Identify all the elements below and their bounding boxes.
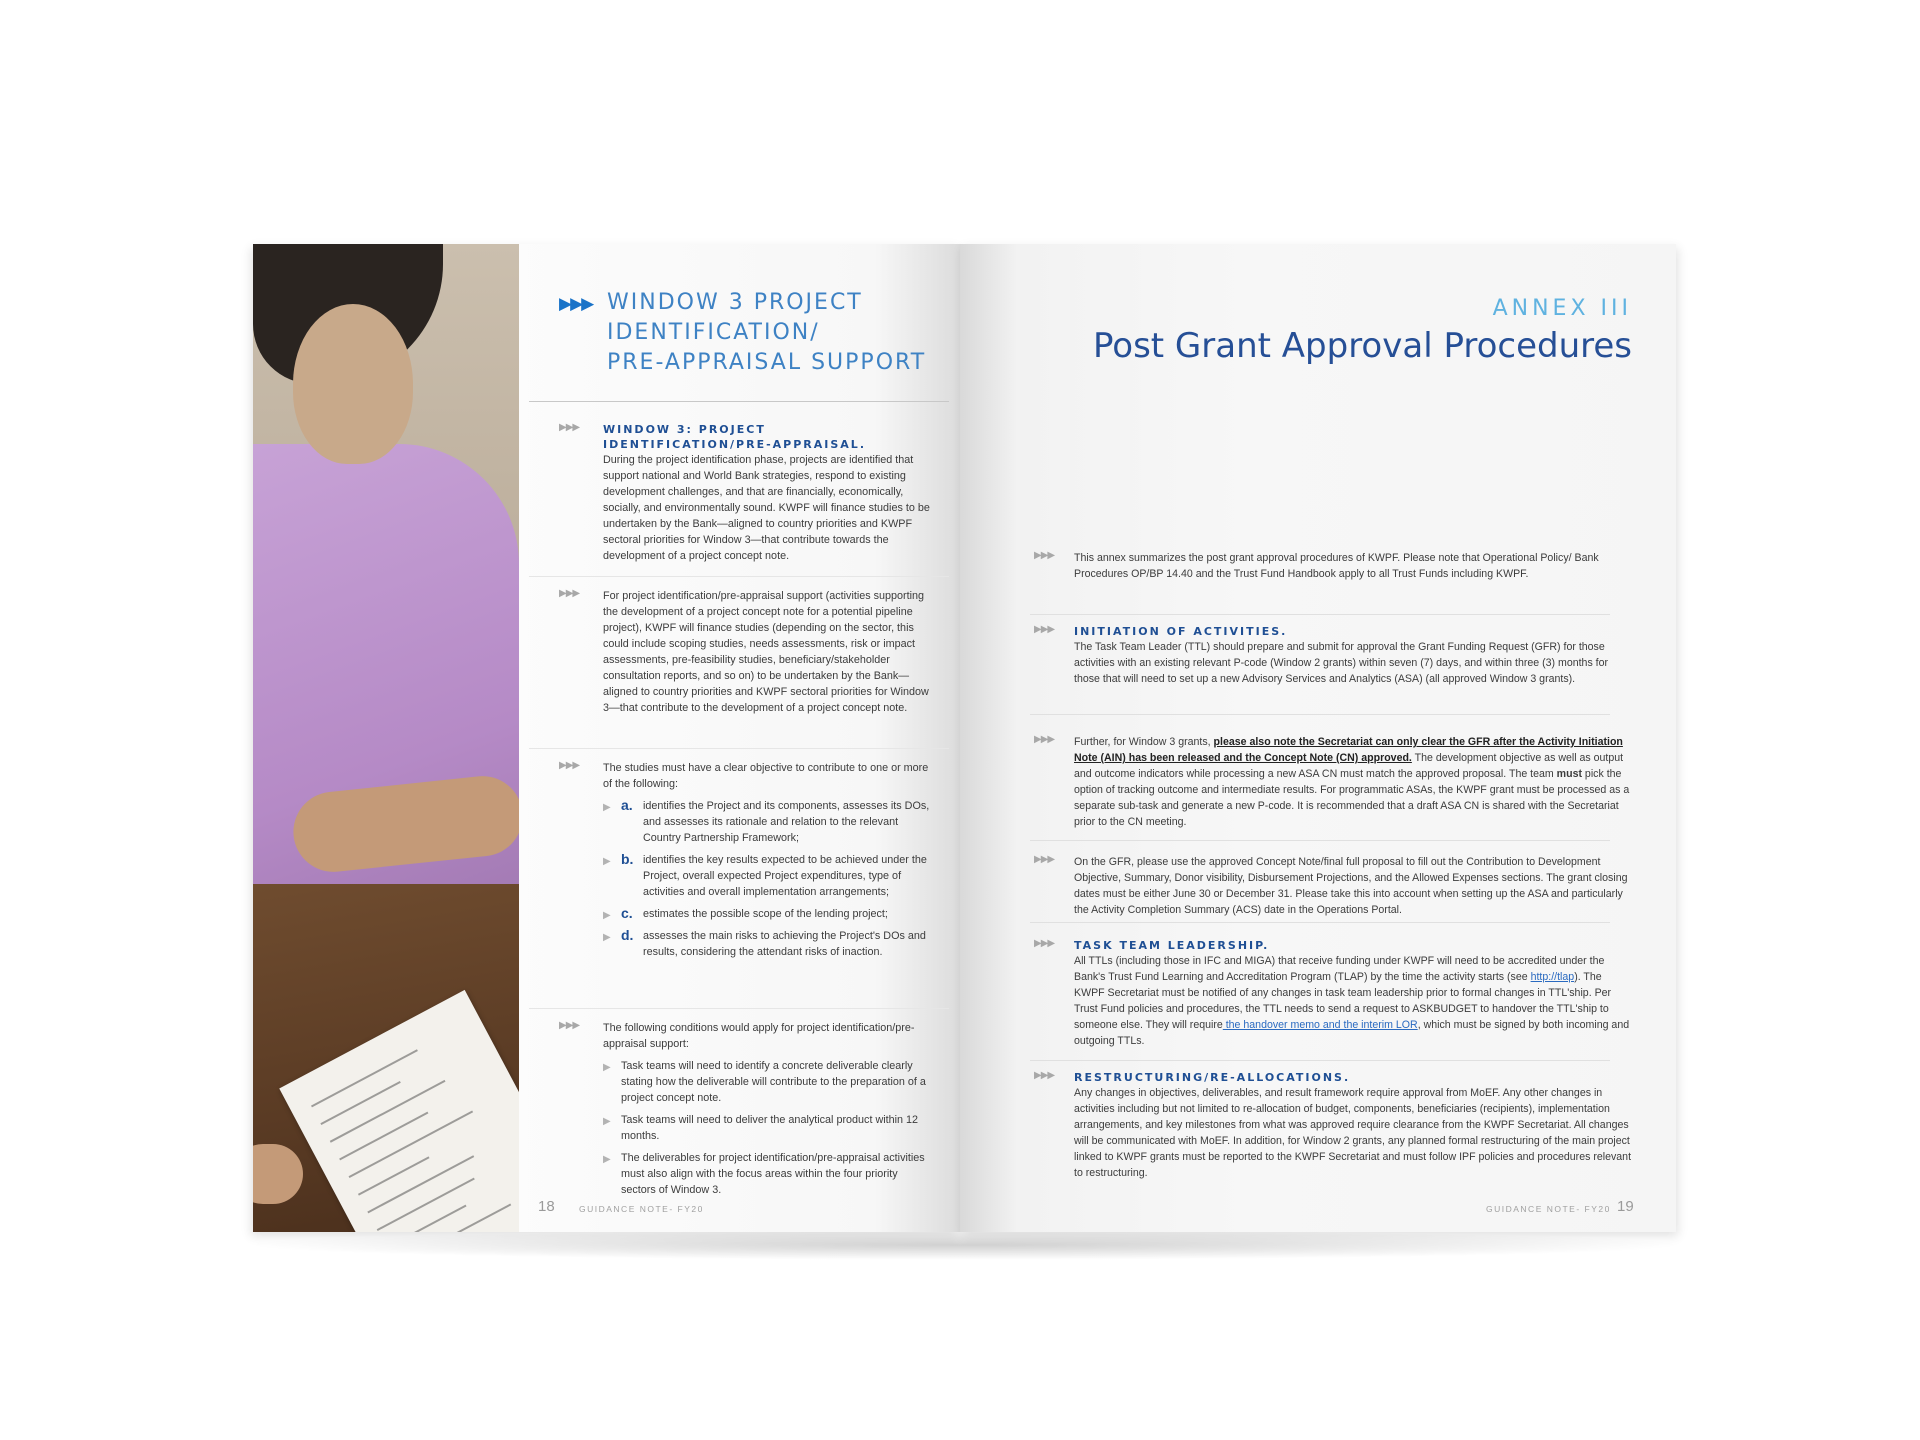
divider [1030, 714, 1610, 715]
section-paragraph: Any changes in objectives, deliverables, and result framework require approval from MoEF. Any other changes in activities including but not limited to re-allocation of budget, components, beneficiaries (recipients), implementation arrangements, and key milestones from what was approved require clearance from the KWPF Secretariat. All changes will be communicated with MoEF. In addition, for Window 2 grants, any planned formal restructuring of the main project linked to KWPF grants must be reported to the KWPF Secretariat and must follow IPF policies and procedures relevant to restructuring. [1074, 1087, 1632, 1179]
divider [1030, 840, 1610, 841]
left-text-column [519, 244, 960, 1232]
list-item: ▶ b. identifies the key results expected to be achieved under the Project, overall expected Project expenditures, type of activities and overall implementation arrangements; [603, 851, 927, 898]
section-heading: TASK TEAM LEADERSHIP. [1074, 939, 1270, 952]
list-item: ▶ The deliverables for project identification/pre-appraisal activities must also align with the focus areas within the four priority sectors of Window 3. [603, 1152, 925, 1196]
section-paragraph: All TTLs (including those in IFC and MIGA) that receive funding under KWPF will need to be accredited under the Bank's Trust Fund Learning and Accreditation Program (TLAP) by the time the activity starts (see http://tlap). The KWPF Secretariat must be notified of any changes in task team leadership prior to formal changes in TTL'ship. Per Trust Fund policies and procedures, the TTL needs to send a request to ASKBUDGET to handover the TTL'ship to someone else. They will require the handover memo and the interim LOR, which must be signed by both incoming and outgoing TTLs. [1074, 955, 1630, 1047]
triple-arrow-icon: ▶▶▶ [559, 294, 593, 313]
triple-arrow-icon: ▶▶▶ [1034, 1070, 1055, 1081]
section-paragraph: On the GFR, please use the approved Concept Note/final full proposal to fill out the Contribution to Development Objective, Summary, Donor visibility, Disbursement Projections, and the Allowed Expenses sections. The grant closing dates must be either June 30 or December 31. Please take this into account when setting up the ASA and particularly the Activity Completion Summary (ACS) date in the Operations Portal. [1074, 856, 1628, 916]
triangle-bullet-icon: ▶ [603, 1062, 611, 1073]
title-line-1: WINDOW 3 PROJECT [607, 290, 863, 315]
page-number: 18 [538, 1198, 555, 1215]
left-page [253, 244, 960, 1232]
section-heading: WINDOW 3: PROJECT IDENTIFICATION/PRE-APPRAISAL. [603, 423, 866, 451]
triangle-bullet-icon: ▶ [603, 1154, 611, 1165]
triple-arrow-icon: ▶▶▶ [1034, 624, 1055, 635]
section-paragraph: The studies must have a clear objective to contribute to one or more of the following: [603, 762, 929, 790]
divider [1030, 614, 1610, 615]
triple-arrow-icon: ▶▶▶ [559, 760, 580, 771]
triple-arrow-icon: ▶▶▶ [559, 588, 580, 599]
tlap-link[interactable]: http://tlap [1530, 971, 1575, 983]
list-item: ▶ a. identifies the Project and its components, assesses its DOs, and assesses its rationale and relation to the relevant Country Partnership Framework; [603, 797, 930, 844]
section-paragraph: During the project identification phase, projects are identified that support national and World Bank strategies, respond to existing development challenges, and that are financially, economically, socially, and environmentally sound. KWPF will finance studies to be undertaken by the Bank—aligned to country priorities and KWPF sectoral priorities for Window 3—that contribute towards the development of a project concept note. [603, 454, 930, 562]
triple-arrow-icon: ▶▶▶ [1034, 734, 1055, 745]
section-heading: RESTRUCTURING/RE-ALLOCATIONS. [1074, 1071, 1351, 1084]
triple-arrow-icon: ▶▶▶ [1034, 938, 1055, 949]
divider [529, 748, 949, 749]
triangle-bullet-icon: ▶ [603, 910, 611, 921]
list-item: ▶ d. assesses the main risks to achieving the Project's DOs and results, considering the attendant risks of inaction. [603, 927, 926, 958]
handover-memo-link[interactable]: the handover memo and the interim LOR [1222, 1019, 1418, 1031]
triangle-bullet-icon: ▶ [603, 932, 611, 943]
divider [1030, 1060, 1610, 1061]
section-paragraph: For project identification/pre-appraisal support (activities supporting the development of a project concept note for a potential pipeline project), KWPF will finance studies (depending on the sector, this could include scoping studies, needs assessments, risk or impact assessments, pre-feasibility studies, beneficiary/stakeholder consultation reports, and so on) to be undertaken by the Bank—aligned to country priorities and KWPF sectoral priorities for Window 3—that contribute to the development of a project concept note. [603, 590, 929, 714]
photo-woman-reading [253, 244, 519, 1232]
triangle-bullet-icon: ▶ [603, 802, 611, 813]
page-footer: GUIDANCE NOTE- FY20 [579, 1204, 704, 1214]
list-item: ▶ Task teams will need to identify a concrete deliverable clearly stating how the deliverable will contribute to the preparation of a project concept note. [603, 1060, 926, 1104]
triple-arrow-icon: ▶▶▶ [1034, 854, 1055, 865]
section-paragraph: Further, for Window 3 grants, please also note the Secretariat can only clear the GFR after the Activity Initiation Note (AIN) has been released and the Concept Note (CN) approved. The development objective as well as output and outcome indicators while processing a new ASA CN must match the approved proposal. The team must pick the option of tracking outcome and intermediate results. For programmatic ASAs, the KWPF grant must be processed as a separate sub-task and generate a new P-code. It is recommended that a draft ASA CN is shared with the Secretariat prior to the CN meeting. [1074, 736, 1630, 828]
triple-arrow-icon: ▶▶▶ [559, 422, 580, 433]
title-line-2: IDENTIFICATION/ [607, 320, 820, 345]
page-title: Post Grant Approval Procedures [1092, 326, 1632, 366]
section-paragraph: The Task Team Leader (TTL) should prepare and submit for approval the Grant Funding Request (GFR) for those activities with an existing relevant P-code (Window 2 grants) within seven (7) days, and within three (3) months for those that will need to set up a new Advisory Services and Analytics (ASA) (all approved Window 3 grants). [1074, 641, 1609, 685]
triple-arrow-icon: ▶▶▶ [1034, 550, 1055, 561]
section-paragraph: The following conditions would apply for project identification/pre-appraisal support: [603, 1022, 915, 1050]
divider [1030, 922, 1610, 923]
section-heading: INITIATION OF ACTIVITIES. [1074, 625, 1288, 638]
divider [529, 576, 949, 577]
triple-arrow-icon: ▶▶▶ [559, 1020, 580, 1031]
page-footer: GUIDANCE NOTE- FY20 [1486, 1204, 1611, 1214]
list-item: ▶ c. estimates the possible scope of the lending project; [603, 906, 933, 922]
triangle-bullet-icon: ▶ [603, 856, 611, 867]
triangle-bullet-icon: ▶ [603, 1116, 611, 1127]
page-number: 19 [1617, 1198, 1634, 1215]
section-paragraph: This annex summarizes the post grant approval procedures of KWPF. Please note that Operational Policy/ Bank Procedures OP/BP 14.40 and the Trust Fund Handbook apply to all Trust Funds including KWPF. [1074, 552, 1599, 580]
right-page [960, 244, 1676, 1232]
list-item: ▶ Task teams will need to deliver the analytical product within 12 months. [603, 1114, 919, 1142]
title-line-3: PRE-APPRAISAL SUPPORT [607, 350, 927, 375]
page-shadow [240, 1230, 1690, 1260]
title-divider [529, 401, 949, 402]
divider [529, 1008, 949, 1009]
annex-label: ANNEX III [1492, 296, 1632, 321]
